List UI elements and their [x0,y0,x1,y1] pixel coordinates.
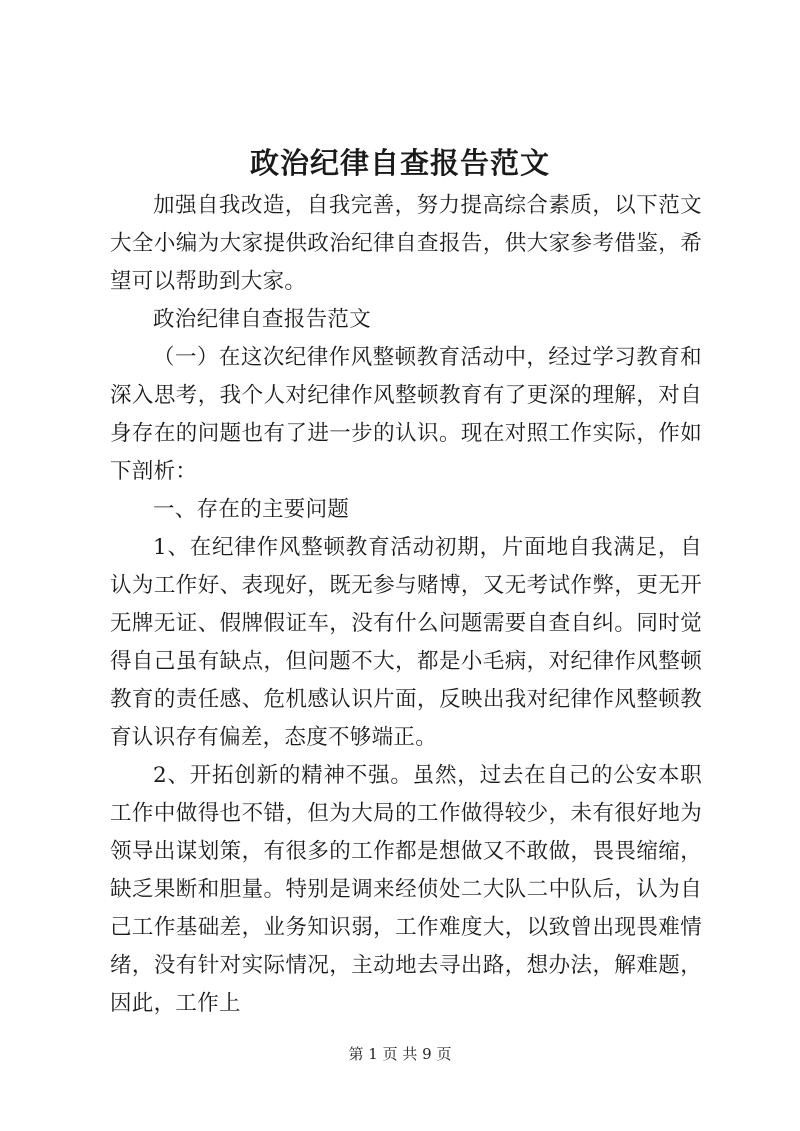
subtitle-paragraph: 政治纪律自查报告范文 [153,307,372,332]
document-body [110,187,702,1023]
section-one-paragraph: （一）在这次纪律作风整顿教育活动中，经过学习教育和深入思考，我个人对纪律作风整顿教育有了更深的理解，对自身存在的问题也有了进一步的认识。现在对照工作实际，作如下剖析： [110,345,702,484]
intro-paragraph: 加强自我改造，自我完善，努力提高综合素质，以下范文大全小编为大家提供政治纪律自查报告，供大家参考借鉴，希望可以帮助到大家。 [110,193,702,294]
section-heading: 一、存在的主要问题 [153,497,350,522]
page-footer: 第 1 页 共 9 页 [348,1045,452,1063]
issue-two-paragraph: 2、开拓创新的精神不强。虽然，过去在自己的公安本职工作中做得也不错，但为大局的工作做得较少，未有很好地为领导出谋划策，有很多的工作都是想做又不敢做，畏畏缩缩，缺乏果断和胆量。特别是调来经侦处二大队二中队后，认为自己工作基础差，业务知识弱，工作难度大，以致曾出现畏难情绪，没有针对实际情况，主动地去寻出路，想办法，解难题，因此，工作上 [110,763,702,1016]
issue-one-paragraph: 1、在纪律作风整顿教育活动初期，片面地自我满足，自认为工作好、表现好，既无参与赌博，又无考试作弊，更无开无牌无证、假牌假证车，没有什么问题需要自查自纠。同时觉得自己虽有缺点，但问题不大，都是小毛病，对纪律作风整顿教育的责任感、危机感认识片面，反映出我对纪律作风整顿教育认识存有偏差，态度不够端正。 [110,535,702,750]
document-title: 政治纪律自查报告范文 [249,146,550,180]
